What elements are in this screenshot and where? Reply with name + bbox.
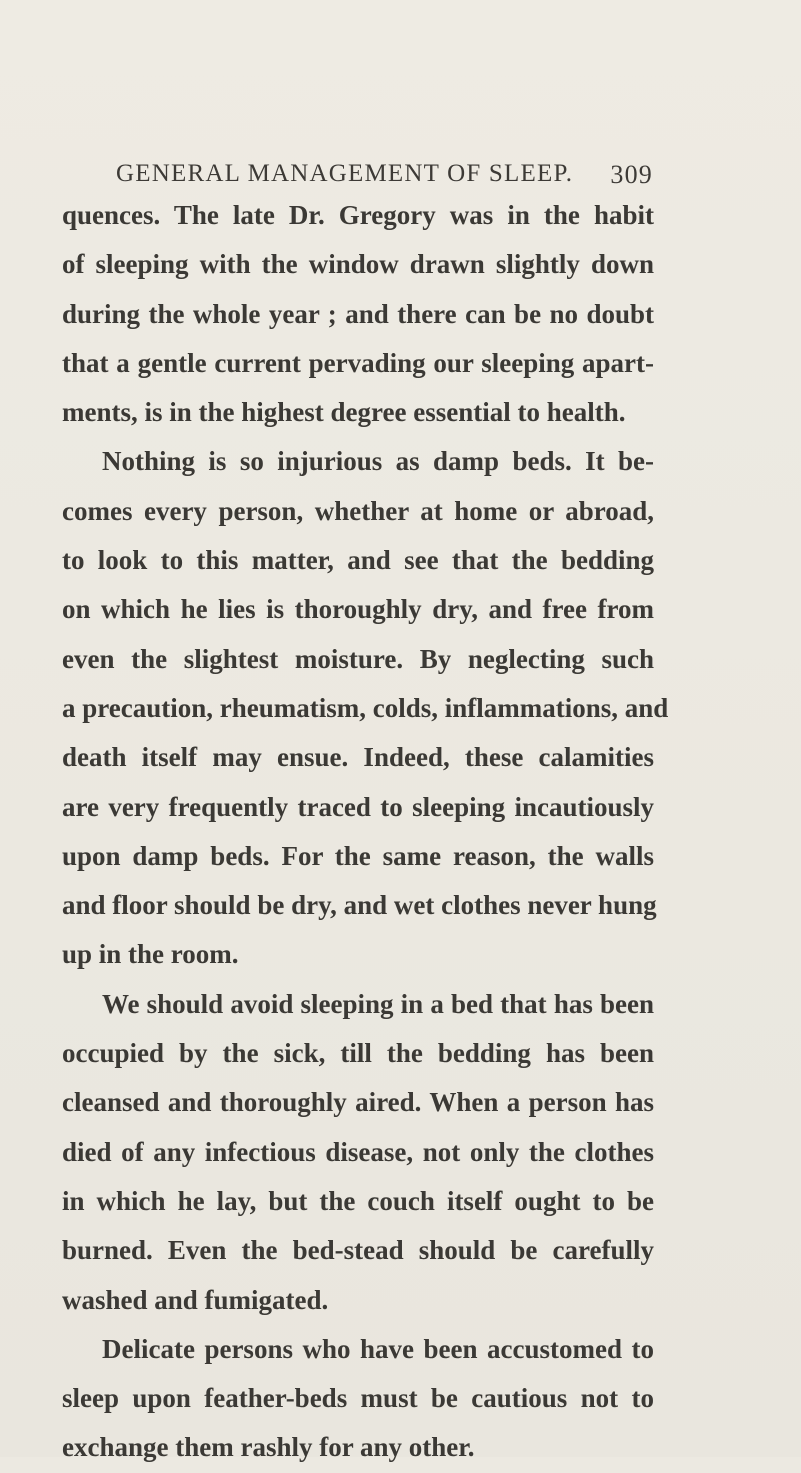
text-line: of sleeping with the window drawn slightly down <box>62 249 654 280</box>
running-head-title: GENERAL MANAGEMENT OF SLEEP. <box>116 160 574 187</box>
text-line: during the whole year ; and there can be no doubt <box>62 298 654 329</box>
text-line: upon damp beds. For the same reason, the walls <box>62 840 654 871</box>
text-line: burned. Even the bed-stead should be carefully <box>62 1235 654 1266</box>
paragraph-first-line: We should avoid sleeping in a bed that has been <box>102 988 654 1019</box>
page-number: 309 <box>610 160 653 189</box>
text-line: washed and fumigated. <box>62 1284 329 1315</box>
paragraph-first-line: Nothing is so injurious as damp beds. It be- <box>102 446 654 477</box>
text-line: a precaution, rheumatism, colds, inflammations, and <box>62 692 669 723</box>
text-line: are very frequently traced to sleeping incautiously <box>62 791 654 822</box>
text-line: died of any infectious disease, not only the clothes <box>62 1136 654 1167</box>
text-line: ments, is in the highest degree essential to health. <box>62 397 626 428</box>
text-line: that a gentle current pervading our sleeping apart- <box>62 347 654 378</box>
text-line: in which he lay, but the couch itself ought to be <box>62 1185 654 1216</box>
text-line: and floor should be dry, and wet clothes never hung <box>62 890 657 921</box>
text-line: quences. The late Dr. Gregory was in the habit <box>62 200 654 230</box>
body-text <box>62 191 669 1473</box>
text-line: on which he lies is thoroughly dry, and free from <box>62 594 654 625</box>
text-line: to look to this matter, and see that the bedding <box>62 545 654 576</box>
text-line: up in the room. <box>62 939 239 970</box>
text-line: cleansed and thoroughly aired. When a person has <box>62 1087 654 1118</box>
text-line: exchange them rashly for any other. <box>62 1432 475 1463</box>
text-line: death itself may ensue. Indeed, these calamities <box>62 742 654 773</box>
text-line: comes every person, whether at home or abroad, <box>62 495 654 526</box>
text-line: occupied by the sick, till the bedding has been <box>62 1038 654 1069</box>
paragraph-first-line: Delicate persons who have been accustomed to <box>102 1333 654 1364</box>
text-line: sleep upon feather-beds must be cautious not to <box>62 1383 654 1414</box>
text-line: even the slightest moisture. By neglecting such <box>62 643 654 674</box>
